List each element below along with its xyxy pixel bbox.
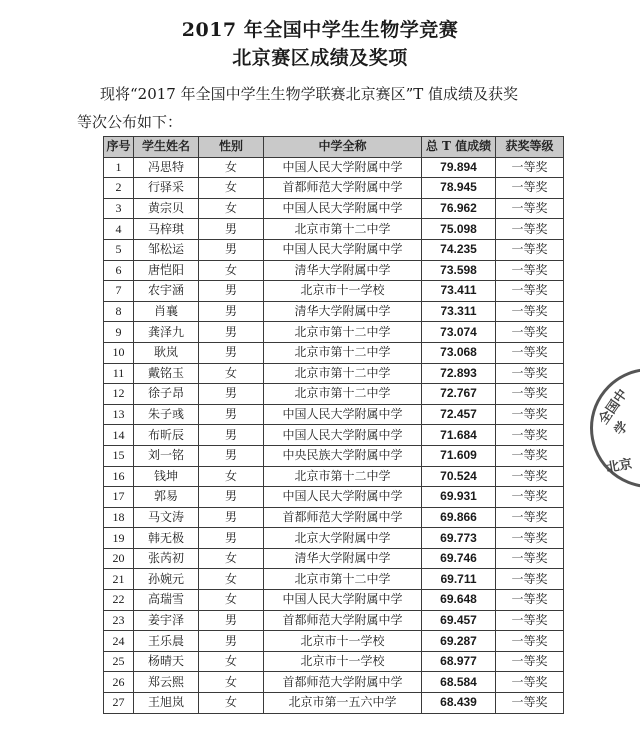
cell-award: 一等奖	[496, 260, 564, 281]
cell-index: 26	[104, 672, 134, 693]
cell-award: 一等奖	[496, 445, 564, 466]
cell-gender: 男	[199, 610, 264, 631]
cell-gender: 女	[199, 178, 264, 199]
cell-award: 一等奖	[496, 363, 564, 384]
cell-index: 9	[104, 322, 134, 343]
table-row	[104, 404, 564, 425]
cell-school: 北京市第十二中学	[264, 342, 422, 363]
cell-gender: 男	[199, 404, 264, 425]
cell-student-name: 孙婉元	[134, 569, 199, 590]
table-row	[104, 548, 564, 569]
cell-index: 2	[104, 178, 134, 199]
cell-school: 首都师范大学附属中学	[264, 610, 422, 631]
cell-score: 69.866	[422, 507, 496, 528]
cell-score: 73.068	[422, 342, 496, 363]
cell-school: 中国人民大学附属中学	[264, 157, 422, 178]
cell-award: 一等奖	[496, 548, 564, 569]
cell-award: 一等奖	[496, 239, 564, 260]
cell-student-name: 黄宗贝	[134, 198, 199, 219]
cell-award: 一等奖	[496, 322, 564, 343]
header-gender: 性别	[199, 137, 264, 158]
cell-gender: 男	[199, 239, 264, 260]
cell-score: 76.962	[422, 198, 496, 219]
cell-school: 北京市十一学校	[264, 281, 422, 302]
cell-award: 一等奖	[496, 487, 564, 508]
header-index: 序号	[104, 137, 134, 158]
table-row	[104, 425, 564, 446]
cell-score: 69.746	[422, 548, 496, 569]
cell-award: 一等奖	[496, 528, 564, 549]
cell-score: 69.457	[422, 610, 496, 631]
cell-gender: 女	[199, 651, 264, 672]
cell-school: 北京市第十二中学	[264, 569, 422, 590]
table-row	[104, 322, 564, 343]
cell-index: 16	[104, 466, 134, 487]
table-row	[104, 507, 564, 528]
seal-text-bottom: 北京	[605, 456, 634, 477]
cell-award: 一等奖	[496, 610, 564, 631]
cell-index: 3	[104, 198, 134, 219]
cell-school: 北京市第十二中学	[264, 219, 422, 240]
cell-student-name: 郑云熙	[134, 672, 199, 693]
cell-index: 14	[104, 425, 134, 446]
cell-gender: 男	[199, 342, 264, 363]
cell-index: 15	[104, 445, 134, 466]
intro-text-line2: 等次公布如下：	[77, 113, 183, 131]
cell-student-name: 刘一铭	[134, 445, 199, 466]
seal-text-top: 全国中学	[596, 386, 632, 439]
cell-index: 13	[104, 404, 134, 425]
cell-score: 69.711	[422, 569, 496, 590]
cell-score: 78.945	[422, 178, 496, 199]
header-school: 中学全称	[264, 137, 422, 158]
intro-text-line1: 现将“2017 年全国中学生生物学联赛北京赛区”T 值成绩及获奖	[100, 85, 519, 103]
cell-score: 69.287	[422, 631, 496, 652]
cell-school: 中国人民大学附属中学	[264, 487, 422, 508]
cell-student-name: 戴铭玉	[134, 363, 199, 384]
cell-school: 中国人民大学附属中学	[264, 198, 422, 219]
cell-school: 北京市第十二中学	[264, 363, 422, 384]
table-row	[104, 569, 564, 590]
table-row	[104, 631, 564, 652]
cell-score: 68.977	[422, 651, 496, 672]
cell-school: 北京市十一学校	[264, 651, 422, 672]
cell-index: 25	[104, 651, 134, 672]
cell-index: 24	[104, 631, 134, 652]
table-header-row	[104, 137, 564, 158]
table-row	[104, 219, 564, 240]
table-row	[104, 487, 564, 508]
cell-award: 一等奖	[496, 198, 564, 219]
table-row	[104, 384, 564, 405]
cell-gender: 女	[199, 672, 264, 693]
cell-gender: 男	[199, 507, 264, 528]
cell-award: 一等奖	[496, 693, 564, 714]
cell-student-name: 张芮初	[134, 548, 199, 569]
cell-school: 中国人民大学附属中学	[264, 590, 422, 611]
table-row	[104, 342, 564, 363]
cell-score: 68.439	[422, 693, 496, 714]
cell-student-name: 王旭岚	[134, 693, 199, 714]
cell-student-name: 朱子彧	[134, 404, 199, 425]
cell-score: 72.893	[422, 363, 496, 384]
cell-award: 一等奖	[496, 281, 564, 302]
cell-student-name: 钱坤	[134, 466, 199, 487]
cell-score: 73.598	[422, 260, 496, 281]
cell-student-name: 马文涛	[134, 507, 199, 528]
cell-student-name: 韩无极	[134, 528, 199, 549]
cell-award: 一等奖	[496, 631, 564, 652]
cell-score: 73.411	[422, 281, 496, 302]
cell-school: 北京市第十二中学	[264, 466, 422, 487]
table-row	[104, 198, 564, 219]
cell-school: 中国人民大学附属中学	[264, 239, 422, 260]
cell-gender: 男	[199, 219, 264, 240]
cell-index: 23	[104, 610, 134, 631]
cell-student-name: 肖襄	[134, 301, 199, 322]
cell-gender: 女	[199, 157, 264, 178]
cell-gender: 女	[199, 363, 264, 384]
cell-gender: 男	[199, 322, 264, 343]
cell-score: 75.098	[422, 219, 496, 240]
cell-award: 一等奖	[496, 178, 564, 199]
cell-award: 一等奖	[496, 590, 564, 611]
cell-award: 一等奖	[496, 651, 564, 672]
cell-school: 中国人民大学附属中学	[264, 404, 422, 425]
cell-index: 27	[104, 693, 134, 714]
cell-gender: 女	[199, 260, 264, 281]
cell-index: 7	[104, 281, 134, 302]
cell-index: 17	[104, 487, 134, 508]
cell-score: 72.767	[422, 384, 496, 405]
cell-gender: 女	[199, 693, 264, 714]
cell-index: 21	[104, 569, 134, 590]
cell-school: 北京市第一五六中学	[264, 693, 422, 714]
cell-student-name: 郭易	[134, 487, 199, 508]
results-body	[104, 157, 564, 713]
cell-school: 北京大学附属中学	[264, 528, 422, 549]
cell-gender: 女	[199, 590, 264, 611]
cell-gender: 女	[199, 198, 264, 219]
cell-gender: 男	[199, 384, 264, 405]
cell-score: 79.894	[422, 157, 496, 178]
cell-award: 一等奖	[496, 507, 564, 528]
cell-index: 18	[104, 507, 134, 528]
cell-gender: 男	[199, 281, 264, 302]
cell-school: 北京市第十二中学	[264, 322, 422, 343]
table-row	[104, 178, 564, 199]
cell-school: 首都师范大学附属中学	[264, 507, 422, 528]
cell-score: 72.457	[422, 404, 496, 425]
cell-gender: 男	[199, 631, 264, 652]
document-title: 2017 年全国中学生生物学竞赛	[181, 19, 459, 41]
cell-index: 10	[104, 342, 134, 363]
cell-score: 69.648	[422, 590, 496, 611]
table-row	[104, 260, 564, 281]
cell-score: 73.074	[422, 322, 496, 343]
cell-student-name: 杨晴天	[134, 651, 199, 672]
cell-index: 19	[104, 528, 134, 549]
document-subtitle: 北京赛区成绩及奖项	[232, 47, 408, 69]
cell-index: 8	[104, 301, 134, 322]
cell-student-name: 王乐晨	[134, 631, 199, 652]
cell-index: 11	[104, 363, 134, 384]
cell-award: 一等奖	[496, 219, 564, 240]
table-row	[104, 239, 564, 260]
cell-score: 69.773	[422, 528, 496, 549]
cell-school: 中国人民大学附属中学	[264, 425, 422, 446]
table-row	[104, 281, 564, 302]
cell-student-name: 唐恺阳	[134, 260, 199, 281]
header-award: 获奖等级	[496, 137, 564, 158]
table-row	[104, 590, 564, 611]
cell-school: 首都师范大学附属中学	[264, 672, 422, 693]
cell-student-name: 姜宇泽	[134, 610, 199, 631]
cell-award: 一等奖	[496, 672, 564, 693]
table-row	[104, 301, 564, 322]
cell-score: 73.311	[422, 301, 496, 322]
cell-student-name: 布昕辰	[134, 425, 199, 446]
cell-index: 5	[104, 239, 134, 260]
table-row	[104, 363, 564, 384]
cell-school: 清华大学附属中学	[264, 260, 422, 281]
cell-gender: 男	[199, 528, 264, 549]
cell-award: 一等奖	[496, 301, 564, 322]
table-row	[104, 157, 564, 178]
cell-student-name: 高瑞雪	[134, 590, 199, 611]
cell-student-name: 徐子昂	[134, 384, 199, 405]
table-row	[104, 651, 564, 672]
cell-student-name: 马梓琪	[134, 219, 199, 240]
cell-gender: 女	[199, 466, 264, 487]
cell-student-name: 冯思特	[134, 157, 199, 178]
cell-index: 4	[104, 219, 134, 240]
cell-student-name: 龚泽九	[134, 322, 199, 343]
results-table	[103, 136, 564, 714]
cell-award: 一等奖	[496, 157, 564, 178]
cell-student-name: 行驿采	[134, 178, 199, 199]
cell-school: 北京市十一学校	[264, 631, 422, 652]
cell-index: 22	[104, 590, 134, 611]
table-row	[104, 466, 564, 487]
cell-school: 首都师范大学附属中学	[264, 178, 422, 199]
cell-gender: 男	[199, 487, 264, 508]
table-row	[104, 693, 564, 714]
cell-award: 一等奖	[496, 569, 564, 590]
table-row	[104, 610, 564, 631]
cell-student-name: 农宇涵	[134, 281, 199, 302]
cell-gender: 女	[199, 548, 264, 569]
cell-student-name: 耿岚	[134, 342, 199, 363]
cell-gender: 女	[199, 569, 264, 590]
cell-score: 74.235	[422, 239, 496, 260]
table-row	[104, 445, 564, 466]
cell-index: 1	[104, 157, 134, 178]
table-row	[104, 528, 564, 549]
cell-award: 一等奖	[496, 342, 564, 363]
table-row	[104, 672, 564, 693]
header-name: 学生姓名	[134, 137, 199, 158]
cell-index: 6	[104, 260, 134, 281]
cell-score: 70.524	[422, 466, 496, 487]
cell-gender: 男	[199, 425, 264, 446]
cell-award: 一等奖	[496, 384, 564, 405]
cell-index: 20	[104, 548, 134, 569]
cell-school: 中央民族大学附属中学	[264, 445, 422, 466]
cell-gender: 男	[199, 301, 264, 322]
cell-score: 68.584	[422, 672, 496, 693]
cell-award: 一等奖	[496, 466, 564, 487]
header-score: 总 T 值成绩	[422, 137, 496, 158]
cell-school: 清华大学附属中学	[264, 548, 422, 569]
cell-student-name: 邹松运	[134, 239, 199, 260]
cell-school: 北京市第十二中学	[264, 384, 422, 405]
cell-award: 一等奖	[496, 425, 564, 446]
cell-gender: 男	[199, 445, 264, 466]
cell-score: 69.931	[422, 487, 496, 508]
cell-score: 71.609	[422, 445, 496, 466]
cell-school: 清华大学附属中学	[264, 301, 422, 322]
cell-index: 12	[104, 384, 134, 405]
cell-score: 71.684	[422, 425, 496, 446]
cell-award: 一等奖	[496, 404, 564, 425]
